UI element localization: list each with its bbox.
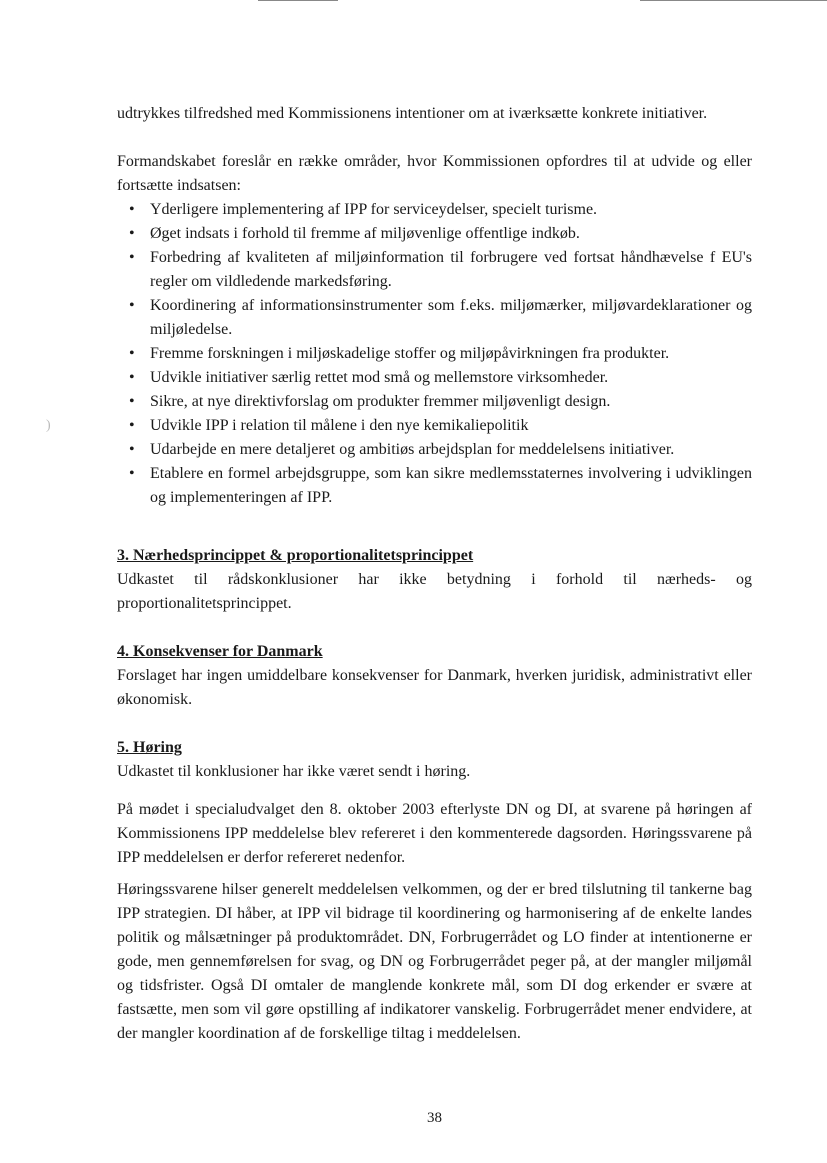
page-number: 38 xyxy=(427,1110,442,1126)
section-5-text-1: Udkastet til konklusioner har ikke været sendt i høring. xyxy=(117,763,471,780)
section-4 xyxy=(117,640,752,712)
bullet-icon: • xyxy=(129,201,135,218)
list-item: • Sikre, at nye direktivforslag om produkter fremmer miljøvenligt design. xyxy=(117,390,752,414)
scan-edge-line-left xyxy=(258,0,338,1)
bullet-icon: • xyxy=(129,225,135,242)
scan-edge-line-right xyxy=(640,0,827,1)
bullet-icon: • xyxy=(129,369,135,386)
section-5-paragraph-3 xyxy=(117,878,752,1046)
list-item: • Udvikle IPP i relation til målene i den nye kemikaliepolitik xyxy=(117,414,752,438)
section-5-text-3: Høringssvarene hilser generelt meddelelsen velkommen, og der er bred tilslutning til tankerne bag IPP strategien. DI håber, at IPP vil bidrage til koordinering og harmonisering af de enkelte landes politik og målsætninger på produktområdet. DN, Forbrugerrådet og LO finder at intentionerne er gode, men gennemførelsen for svag, og DN og Forbrugerrådet peger på, at der mangler miljømål og tidsfrister. Også DI omtaler de manglende konkrete mål, som DI dog erkender er svære at fastsætte, men som vil gøre opstilling af indikatorer vanskelig. Forbrugerrådet mener endvidere, at der mangler koordination af de forskellige tiltag i meddelelsen. xyxy=(117,881,752,1042)
paragraph-intro: Formandskabet foreslår en række områder, hvor Kommissionen opfordres til at udvide og eller fortsætte indsatsen: xyxy=(117,153,752,194)
section-4-heading: 4. Konsekvenser for Danmark xyxy=(117,643,323,660)
list-item: • Etablere en formel arbejdsgruppe, som kan sikre medlemsstaternes involvering i udviklingen og implementeringen af IPP. xyxy=(117,462,752,510)
section-5-paragraph-2 xyxy=(117,798,752,870)
list-item: • Udarbejde en mere detaljeret og ambitiøs arbejdsplan for meddelelsens initiativer. xyxy=(117,438,752,462)
bullet-list xyxy=(117,198,752,510)
paragraph-first: udtrykkes tilfredshed med Kommissionens intentioner om at iværksætte konkrete initiativer. xyxy=(117,105,708,122)
section-5-heading: 5. Høring xyxy=(117,739,182,756)
bullet-icon: • xyxy=(129,393,135,410)
section-5 xyxy=(117,736,752,784)
list-item: • Forbedring af kvaliteten af miljøinformation til forbrugere ved fortsat håndhævelse f EU's regler om vildledende markedsføring. xyxy=(117,246,752,294)
section-4-text: Forslaget har ingen umiddelbare konsekvenser for Danmark, hverken juridisk, administrativt eller økonomisk. xyxy=(117,667,752,708)
bullet-icon: • xyxy=(129,297,135,314)
list-item: • Udvikle initiativer særlig rettet mod små og mellemstore virksomheder. xyxy=(117,366,752,390)
bullet-icon: • xyxy=(129,441,135,458)
bullet-icon: • xyxy=(129,345,135,362)
list-item: • Fremme forskningen i miljøskadelige stoffer og miljøpåvirkningen fra produkter. xyxy=(117,342,752,366)
section-3 xyxy=(117,544,752,616)
bullet-icon: • xyxy=(129,249,135,266)
bullet-icon: • xyxy=(129,417,135,434)
section-3-heading: 3. Nærhedsprincippet & proportionalitetsprincippet xyxy=(117,547,474,564)
list-item: • Yderligere implementering af IPP for serviceydelser, specielt turisme. xyxy=(117,198,752,222)
section-5-text-2: På mødet i specialudvalget den 8. oktober 2003 efterlyste DN og DI, at svarene på høringen af Kommissionens IPP meddelelse blev refereret i den kommenterede dagsorden. Høringssvarene på IPP meddelelsen er derfor refereret nedenfor. xyxy=(117,801,752,866)
bullet-icon: • xyxy=(129,465,135,482)
scan-mark: ) xyxy=(46,418,51,433)
list-item: • Øget indsats i forhold til fremme af miljøvenlige offentlige indkøb. xyxy=(117,222,752,246)
section-3-text: Udkastet til rådskonklusioner har ikke betydning i forhold til nærheds- og proportionalitetsprincippet. xyxy=(117,571,752,612)
list-item: • Koordinering af informationsinstrumenter som f.eks. miljømærker, miljøvardeklarationer og miljøledelse. xyxy=(117,294,752,342)
